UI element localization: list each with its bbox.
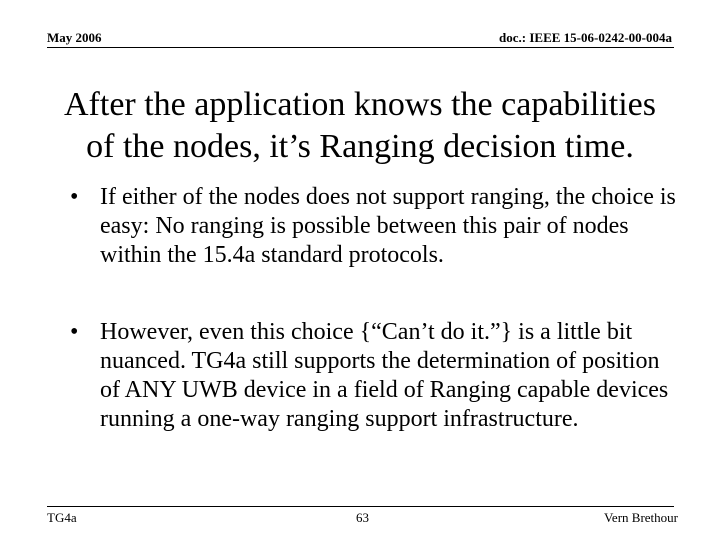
footer-group: TG4a <box>47 510 77 525</box>
footer-page-number: 63 <box>356 510 369 525</box>
bullet-text: If either of the nodes does not support ranging, the choice is easy: No ranging is possible between this pair of nodes within the 15.4a standard protocols. <box>100 184 676 268</box>
bullet-item <box>70 318 682 434</box>
slide-title-line-2: of the nodes, it’s Ranging decision time. <box>86 128 634 165</box>
header-divider <box>47 47 674 48</box>
slide-title <box>30 84 690 168</box>
bullet-marker: • <box>70 184 79 210</box>
header-date: May 2006 <box>47 30 102 45</box>
bullet-item <box>70 183 682 270</box>
bullet-list <box>70 183 682 434</box>
footer-author: Vern Brethour <box>603 510 678 525</box>
bullet-text: However, even this choice {“Can’t do it.”} is a little bit nuanced. TG4a still supports the determination of position of ANY UWB device in a field of Ranging capable devices running a one-way ranging support infrastructure. <box>100 319 669 432</box>
footer-divider <box>47 506 674 507</box>
slide-title-line-1: After the application knows the capabilities <box>64 86 656 123</box>
header-doc-id: doc.: IEEE 15-06-0242-00-004a <box>499 30 672 45</box>
bullet-marker: • <box>70 319 79 345</box>
